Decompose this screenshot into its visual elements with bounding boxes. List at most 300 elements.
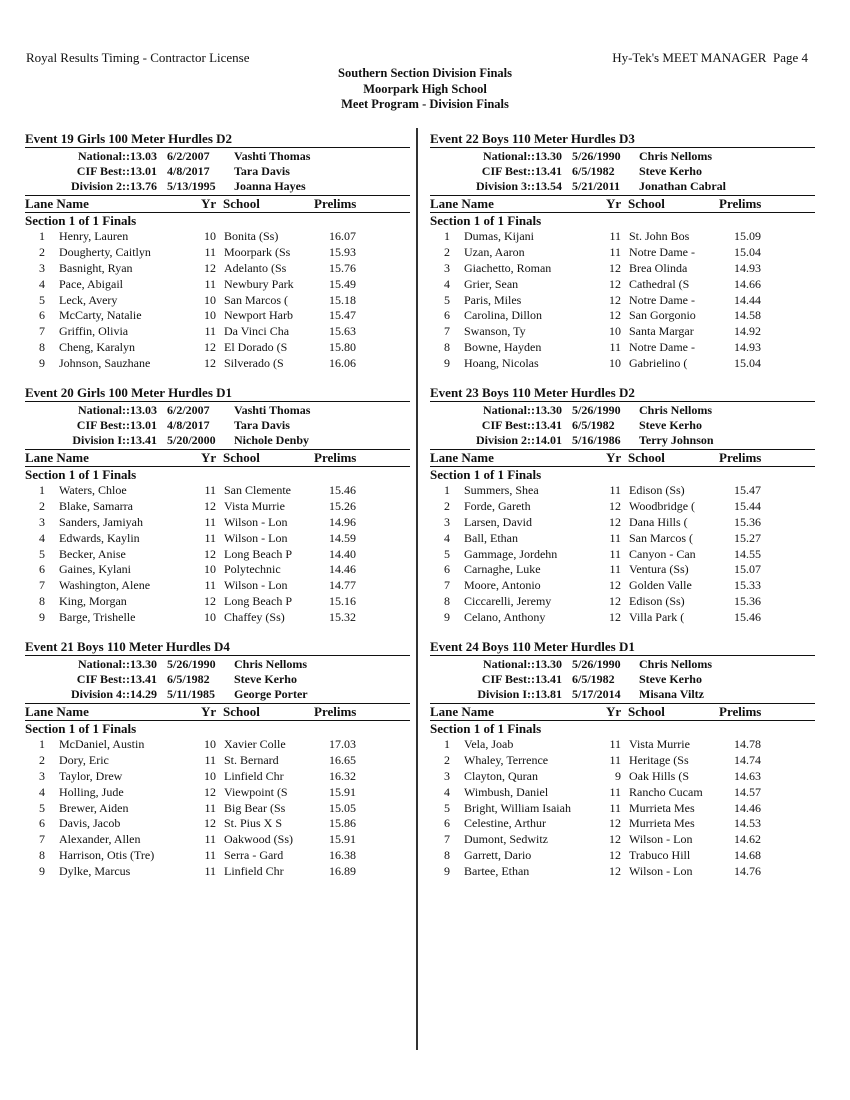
athlete-year: 9 <box>615 768 621 783</box>
prelim-time: 16.89 <box>329 864 356 879</box>
section-label: Section 1 of 1 Finals <box>430 212 815 229</box>
table-row <box>430 753 815 769</box>
record-time: 13.30 <box>535 149 562 163</box>
prelim-time: 17.03 <box>329 737 356 752</box>
header-school: School <box>223 704 260 720</box>
record-row <box>25 418 410 433</box>
record-holder: Nichole Denby <box>234 433 309 448</box>
athlete-year: 11 <box>609 752 621 767</box>
athlete-school: Viewpoint (S <box>224 784 288 799</box>
athlete-school: Notre Dame - <box>629 292 695 307</box>
event-block <box>430 384 815 626</box>
record-holder: Terry Johnson <box>639 433 714 448</box>
header-yr: Yr <box>606 196 622 211</box>
prelim-time: 15.63 <box>329 324 356 339</box>
prelim-time: 14.66 <box>734 276 761 291</box>
prelim-time: 15.93 <box>329 244 356 259</box>
athlete-year: 11 <box>204 324 216 339</box>
athlete-year: 10 <box>204 610 216 625</box>
record-row <box>430 179 815 194</box>
prelim-time: 14.58 <box>734 308 761 323</box>
lane-number: 4 <box>39 784 45 799</box>
record-time: 13.01 <box>130 418 157 433</box>
athlete-year: 11 <box>204 752 216 767</box>
record-label: National:: <box>78 403 130 418</box>
record-holder: George Porter <box>234 687 308 702</box>
athlete-year: 11 <box>204 514 216 529</box>
athlete-name: Garrett, Dario <box>464 848 532 863</box>
record-holder: Tara Davis <box>234 418 290 433</box>
athlete-school: Notre Dame - <box>629 244 695 259</box>
record-label: Division I:: <box>72 433 130 448</box>
prelim-time: 14.46 <box>329 562 356 577</box>
record-time: 13.03 <box>130 403 157 418</box>
athlete-year: 11 <box>204 276 216 291</box>
lane-number: 3 <box>39 514 45 529</box>
table-row <box>25 356 410 372</box>
athlete-name: Summers, Shea <box>464 483 539 498</box>
athlete-year: 12 <box>204 498 216 513</box>
athlete-name: Brewer, Aiden <box>59 800 129 815</box>
table-row <box>430 499 815 515</box>
athlete-name: Celestine, Arthur <box>464 816 546 831</box>
record-time: 13.03 <box>130 149 157 163</box>
table-row <box>430 769 815 785</box>
athlete-school: Edison (Ss) <box>629 594 685 609</box>
athlete-year: 11 <box>609 546 621 561</box>
lane-number: 3 <box>39 260 45 275</box>
athlete-school: San Marcos ( <box>629 530 693 545</box>
column-header <box>430 450 815 466</box>
table-row <box>25 229 410 245</box>
lane-number: 9 <box>39 356 45 371</box>
record-date: 5/21/2011 <box>572 179 621 193</box>
header-prelims: Prelims <box>719 450 762 466</box>
athlete-year: 10 <box>204 562 216 577</box>
header-school: School <box>223 450 260 466</box>
event-title: Event 22 Boys 110 Meter Hurdles D3 <box>430 131 635 146</box>
record-holder: Chris Nelloms <box>639 149 712 163</box>
record-holder: Chris Nelloms <box>234 657 307 672</box>
column-header <box>25 450 410 466</box>
record-date: 6/5/1982 <box>572 164 615 178</box>
record-date: 6/2/2007 <box>167 149 210 163</box>
athlete-school: Polytechnic <box>224 562 281 577</box>
table-row <box>25 245 410 261</box>
record-row <box>25 687 410 702</box>
table-row <box>430 277 815 293</box>
event-title: Event 23 Boys 110 Meter Hurdles D2 <box>430 385 635 401</box>
lane-number: 5 <box>39 546 45 561</box>
table-row <box>25 848 410 864</box>
record-row <box>25 179 410 194</box>
prelim-time: 15.18 <box>329 292 356 307</box>
lane-number: 9 <box>39 610 45 625</box>
record-label: Division 4:: <box>70 687 130 702</box>
lane-number: 9 <box>444 864 450 879</box>
athlete-name: Carolina, Dillon <box>464 308 542 323</box>
lane-number: 6 <box>39 562 45 577</box>
section-label: Section 1 of 1 Finals <box>25 720 410 737</box>
athlete-year: 10 <box>204 737 216 752</box>
prelim-time: 15.46 <box>734 610 761 625</box>
prelim-time: 15.16 <box>329 594 356 609</box>
athlete-name: Taylor, Drew <box>59 768 123 783</box>
lane-number: 4 <box>39 530 45 545</box>
athlete-name: Holling, Jude <box>59 784 124 799</box>
athlete-year: 12 <box>609 578 621 593</box>
prelim-time: 16.32 <box>329 768 356 783</box>
event-title: Event 20 Girls 100 Meter Hurdles D1 <box>25 385 233 401</box>
event-block <box>25 384 410 626</box>
athlete-school: Big Bear (Ss <box>224 800 286 815</box>
athlete-name: Griffin, Olivia <box>59 324 129 339</box>
athlete-school: Bonita (Ss) <box>224 229 279 243</box>
table-row <box>25 261 410 277</box>
athlete-name: Ball, Ethan <box>464 530 518 545</box>
athlete-year: 11 <box>609 340 621 355</box>
header-prelims: Prelims <box>314 450 357 466</box>
table-row <box>430 308 815 324</box>
athlete-school: Xavier Colle <box>224 737 286 752</box>
prelim-time: 14.62 <box>734 832 761 847</box>
athlete-name: Dylke, Marcus <box>59 864 131 879</box>
record-date: 5/11/1985 <box>167 687 216 702</box>
athlete-year: 11 <box>204 578 216 593</box>
prelim-time: 16.38 <box>329 848 356 863</box>
record-date: 5/17/2014 <box>572 687 621 702</box>
athlete-name: Bartee, Ethan <box>464 864 530 879</box>
record-label: National:: <box>78 657 130 672</box>
athlete-school: Heritage (Ss <box>629 752 689 767</box>
prelim-time: 14.92 <box>734 324 761 339</box>
athlete-school: Dana Hills ( <box>629 514 688 529</box>
athlete-name: Pace, Abigail <box>59 276 123 291</box>
header-school: School <box>223 196 260 211</box>
athlete-year: 12 <box>609 276 621 291</box>
table-row <box>25 483 410 499</box>
lane-number: 1 <box>39 229 45 243</box>
lane-number: 8 <box>39 848 45 863</box>
title-line: Moorpark High School <box>363 81 487 96</box>
table-row <box>25 340 410 356</box>
athlete-school: Newport Harb <box>224 308 293 323</box>
athlete-year: 11 <box>204 864 216 879</box>
lane-number: 7 <box>39 578 45 593</box>
prelim-time: 15.32 <box>329 610 356 625</box>
records-block <box>430 147 815 196</box>
record-date: 5/13/1995 <box>167 179 216 193</box>
event-block <box>25 130 410 372</box>
record-holder: Jonathan Cabral <box>639 179 727 193</box>
athlete-year: 10 <box>204 292 216 307</box>
prelim-time: 14.53 <box>734 816 761 831</box>
athlete-name: Washington, Alene <box>59 578 151 593</box>
athlete-year: 12 <box>609 832 621 847</box>
records-block <box>25 655 410 704</box>
header-left-text: Royal Results Timing - Contractor License <box>26 50 250 65</box>
table-row <box>25 293 410 309</box>
prelim-time: 15.44 <box>734 498 761 513</box>
record-date: 5/16/1986 <box>572 433 621 448</box>
athlete-school: St. Pius X S <box>224 816 283 831</box>
prelim-time: 15.49 <box>329 276 356 291</box>
header-school: School <box>628 196 665 211</box>
athlete-school: Vista Murrie <box>224 498 285 513</box>
record-date: 5/26/1990 <box>167 657 216 672</box>
prelim-time: 14.63 <box>734 768 761 783</box>
section-label: Section 1 of 1 Finals <box>430 720 815 737</box>
athlete-school: St. Bernard <box>224 752 279 767</box>
lane-number: 6 <box>444 308 450 323</box>
athlete-name: Swanson, Ty <box>464 324 526 339</box>
lane-number: 5 <box>39 292 45 307</box>
lane-number: 9 <box>444 356 450 371</box>
lane-number: 8 <box>39 594 45 609</box>
lane-number: 1 <box>444 483 450 498</box>
athlete-name: Paris, Miles <box>464 292 522 307</box>
header-prelims: Prelims <box>314 196 357 211</box>
athlete-year: 12 <box>609 848 621 863</box>
athlete-year: 12 <box>609 260 621 275</box>
prelim-time: 15.09 <box>734 229 761 243</box>
athlete-name: Celano, Anthony <box>464 610 546 625</box>
athlete-year: 12 <box>609 594 621 609</box>
prelim-time: 14.96 <box>329 514 356 529</box>
lane-number: 9 <box>444 610 450 625</box>
table-row <box>430 848 815 864</box>
event-block <box>430 638 815 880</box>
event-block <box>430 130 815 372</box>
records-block <box>25 401 410 450</box>
lane-number: 3 <box>444 514 450 529</box>
prelim-time: 15.91 <box>329 832 356 847</box>
lane-number: 1 <box>444 229 450 243</box>
prelim-time: 15.86 <box>329 816 356 831</box>
athlete-name: Grier, Sean <box>464 276 519 291</box>
lane-number: 5 <box>444 546 450 561</box>
athlete-school: Newbury Park <box>224 276 294 291</box>
athlete-year: 12 <box>204 546 216 561</box>
athlete-school: Moorpark (Ss <box>224 244 291 259</box>
athlete-school: Ventura (Ss) <box>629 562 689 577</box>
athlete-year: 11 <box>609 530 621 545</box>
athlete-school: San Marcos ( <box>224 292 288 307</box>
record-date: 5/26/1990 <box>572 657 621 672</box>
record-label: Division 3:: <box>475 179 535 193</box>
table-row <box>430 324 815 340</box>
athlete-year: 10 <box>204 768 216 783</box>
records-block <box>430 655 815 704</box>
header-lane-name: Lane Name <box>430 704 494 720</box>
column-header <box>25 196 410 212</box>
record-holder: Joanna Hayes <box>234 179 306 193</box>
athlete-name: Alexander, Allen <box>59 832 141 847</box>
athlete-year: 11 <box>609 737 621 752</box>
athlete-name: Blake, Samarra <box>59 498 133 513</box>
athlete-name: Giachetto, Roman <box>464 260 552 275</box>
athlete-name: Dumas, Kijani <box>464 229 534 243</box>
prelim-time: 15.27 <box>734 530 761 545</box>
athlete-school: Rancho Cucam <box>629 784 703 799</box>
header-yr: Yr <box>201 450 217 466</box>
record-row <box>25 164 410 179</box>
record-time: 13.30 <box>535 403 562 418</box>
record-label: Division I:: <box>477 687 535 702</box>
table-row <box>430 245 815 261</box>
record-label: CIF Best:: <box>481 672 535 687</box>
lane-number: 8 <box>444 340 450 355</box>
athlete-name: Bright, William Isaiah <box>464 800 571 815</box>
column-header <box>25 704 410 720</box>
athlete-year: 11 <box>204 832 216 847</box>
table-row <box>430 261 815 277</box>
lane-number: 4 <box>444 530 450 545</box>
athlete-name: Vela, Joab <box>464 737 514 752</box>
athlete-year: 11 <box>609 483 621 498</box>
record-row <box>430 149 815 164</box>
table-row <box>25 562 410 578</box>
record-holder: Steve Kerho <box>234 672 297 687</box>
table-row <box>430 293 815 309</box>
table-row <box>430 531 815 547</box>
section-label: Section 1 of 1 Finals <box>430 466 815 483</box>
athlete-school: Murrieta Mes <box>629 800 695 815</box>
lane-number: 5 <box>444 800 450 815</box>
table-row <box>25 324 410 340</box>
athlete-school: Oakwood (Ss) <box>224 832 293 847</box>
prelim-time: 14.76 <box>734 864 761 879</box>
table-row <box>25 578 410 594</box>
record-label: National:: <box>483 149 535 163</box>
athlete-school: Long Beach P <box>224 546 292 561</box>
athlete-name: Basnight, Ryan <box>59 260 133 275</box>
record-label: National:: <box>78 149 130 163</box>
athlete-school: Trabuco Hill <box>629 848 691 863</box>
athlete-year: 11 <box>609 229 621 243</box>
page-title <box>0 66 850 113</box>
prelim-time: 15.47 <box>329 308 356 323</box>
record-label: National:: <box>483 657 535 672</box>
lane-number: 2 <box>444 244 450 259</box>
athlete-school: San Gorgonio <box>629 308 696 323</box>
athlete-name: Johnson, Sauzhane <box>59 356 151 371</box>
record-holder: Vashti Thomas <box>234 403 311 418</box>
prelim-time: 14.74 <box>734 752 761 767</box>
athlete-school: Linfield Chr <box>224 864 284 879</box>
record-date: 6/5/1982 <box>572 418 615 433</box>
athlete-name: Edwards, Kaylin <box>59 530 140 545</box>
athlete-school: Murrieta Mes <box>629 816 695 831</box>
lane-number: 1 <box>39 483 45 498</box>
athlete-name: King, Morgan <box>59 594 127 609</box>
athlete-name: Forde, Gareth <box>464 498 531 513</box>
record-time: 13.41 <box>130 433 157 448</box>
record-row <box>430 687 815 702</box>
prelim-time: 15.46 <box>329 483 356 498</box>
athlete-school: San Clemente <box>224 483 291 498</box>
athlete-year: 11 <box>609 784 621 799</box>
lane-number: 6 <box>444 816 450 831</box>
athlete-year: 10 <box>609 324 621 339</box>
athlete-name: Waters, Chloe <box>59 483 127 498</box>
table-row <box>25 531 410 547</box>
lane-number: 6 <box>39 308 45 323</box>
record-row <box>25 403 410 418</box>
athlete-year: 12 <box>204 594 216 609</box>
table-row <box>430 610 815 626</box>
athlete-school: Silverado (S <box>224 356 284 371</box>
prelim-time: 15.04 <box>734 244 761 259</box>
athlete-year: 12 <box>609 514 621 529</box>
prelim-time: 15.05 <box>329 800 356 815</box>
prelim-time: 14.44 <box>734 292 761 307</box>
lane-number: 3 <box>444 260 450 275</box>
athlete-name: Ciccarelli, Jeremy <box>464 594 552 609</box>
athlete-name: Hoang, Nicolas <box>464 356 539 371</box>
record-holder: Steve Kerho <box>639 164 702 178</box>
lane-number: 4 <box>444 276 450 291</box>
athlete-name: Uzan, Aaron <box>464 244 525 259</box>
athlete-school: Woodbridge ( <box>629 498 696 513</box>
athlete-school: Wilson - Lon <box>224 530 288 545</box>
record-time: 13.76 <box>130 179 157 193</box>
athlete-name: Gammage, Jordehn <box>464 546 558 561</box>
record-holder: Chris Nelloms <box>639 403 712 418</box>
header-lane-name: Lane Name <box>430 450 494 466</box>
athlete-year: 12 <box>204 356 216 371</box>
table-row <box>430 229 815 245</box>
header-lane-name: Lane Name <box>25 450 89 466</box>
record-time: 13.41 <box>535 164 562 178</box>
prelim-time: 14.59 <box>329 530 356 545</box>
record-label: Division 2:: <box>70 179 130 193</box>
prelim-time: 15.91 <box>329 784 356 799</box>
table-row <box>25 308 410 324</box>
athlete-name: Whaley, Terrence <box>464 752 549 767</box>
event-block <box>25 638 410 880</box>
athlete-name: Barge, Trishelle <box>59 610 136 625</box>
athlete-name: Dumont, Sedwitz <box>464 832 548 847</box>
prelim-time: 14.46 <box>734 800 761 815</box>
athlete-name: Larsen, David <box>464 514 532 529</box>
record-date: 4/8/2017 <box>167 164 210 178</box>
athlete-name: Cheng, Karalyn <box>59 340 135 355</box>
record-time: 13.54 <box>535 179 562 193</box>
record-row <box>430 672 815 687</box>
record-time: 13.81 <box>535 687 562 702</box>
athlete-year: 12 <box>609 292 621 307</box>
prelim-time: 14.68 <box>734 848 761 863</box>
record-time: 13.41 <box>535 418 562 433</box>
prelim-time: 15.47 <box>734 483 761 498</box>
record-date: 5/20/2000 <box>167 433 216 448</box>
athlete-name: Bowne, Hayden <box>464 340 542 355</box>
prelim-time: 14.40 <box>329 546 356 561</box>
record-row <box>25 433 410 448</box>
athlete-year: 11 <box>204 483 216 498</box>
record-time: 13.30 <box>535 657 562 672</box>
athlete-school: Notre Dame - <box>629 340 695 355</box>
record-holder: Steve Kerho <box>639 672 702 687</box>
athlete-name: Clayton, Quran <box>464 768 538 783</box>
prelim-time: 16.06 <box>329 356 356 371</box>
athlete-school: Golden Valle <box>629 578 692 593</box>
record-row <box>430 657 815 672</box>
athlete-name: McCarty, Natalie <box>59 308 142 323</box>
athlete-year: 11 <box>609 800 621 815</box>
table-row <box>430 864 815 880</box>
